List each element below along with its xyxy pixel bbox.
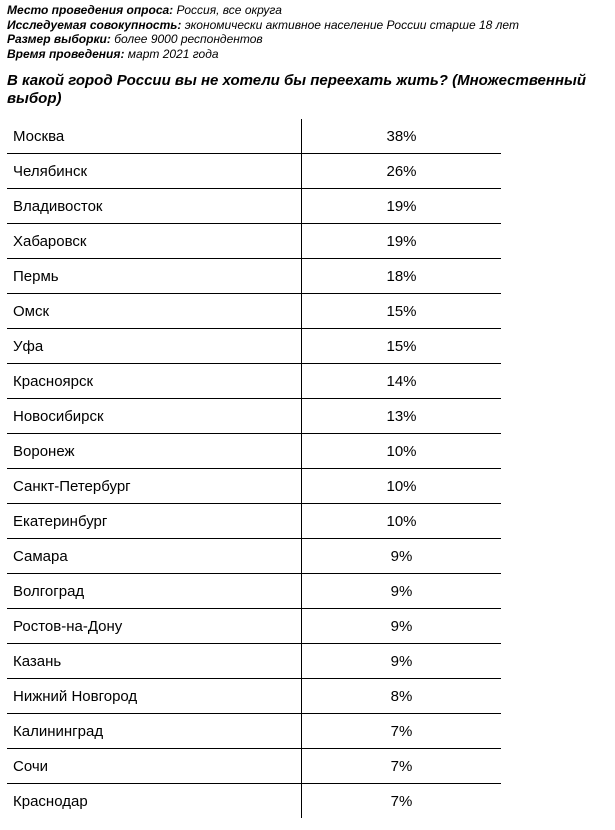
results-table xyxy=(7,119,501,818)
table-row xyxy=(7,784,501,819)
percent-cell: 9% xyxy=(302,539,502,574)
table-row xyxy=(7,154,501,189)
percent-cell: 19% xyxy=(302,189,502,224)
percent-cell: 7% xyxy=(302,714,502,749)
city-cell: Сочи xyxy=(7,749,302,784)
percent-cell: 8% xyxy=(302,679,502,714)
meta-label: Время проведения: xyxy=(7,46,125,61)
percent-cell: 15% xyxy=(302,294,502,329)
city-cell: Владивосток xyxy=(7,189,302,224)
city-cell: Нижний Новгород xyxy=(7,679,302,714)
percent-cell: 9% xyxy=(302,644,502,679)
table-row xyxy=(7,119,501,154)
table-row xyxy=(7,749,501,784)
city-cell: Ростов-на-Дону xyxy=(7,609,302,644)
table-row xyxy=(7,574,501,609)
meta-population xyxy=(7,18,607,33)
percent-cell: 19% xyxy=(302,224,502,259)
percent-cell: 7% xyxy=(302,749,502,784)
city-cell: Самара xyxy=(7,539,302,574)
meta-date xyxy=(7,47,607,62)
city-cell: Уфа xyxy=(7,329,302,364)
city-cell: Санкт-Петербург xyxy=(7,469,302,504)
city-cell: Волгоград xyxy=(7,574,302,609)
meta-value: экономически активное население России старше 18 лет xyxy=(184,17,519,32)
table-row xyxy=(7,294,501,329)
percent-cell: 7% xyxy=(390,792,413,810)
table-row xyxy=(7,644,501,679)
meta-label: Место проведения опроса: xyxy=(7,3,174,17)
meta-value: более 9000 респондентов xyxy=(114,32,263,46)
city-cell: Челябинск xyxy=(7,154,302,189)
city-cell: Красноярск xyxy=(7,364,302,399)
meta-value: март 2021 года xyxy=(127,46,219,61)
table-row xyxy=(7,434,501,469)
percent-cell: 9% xyxy=(302,609,502,644)
meta-sample-size xyxy=(7,32,607,47)
percent-cell: 10% xyxy=(302,434,502,469)
percent-cell: 10% xyxy=(302,504,502,539)
city-cell: Екатеринбург xyxy=(7,504,302,539)
table-row xyxy=(7,189,501,224)
meta-label: Размер выборки: xyxy=(7,32,111,46)
city-cell: Пермь xyxy=(7,259,302,294)
percent-cell: 38% xyxy=(302,119,502,154)
percent-cell: 15% xyxy=(302,329,502,364)
city-cell: Новосибирск xyxy=(7,399,302,434)
percent-cell: 14% xyxy=(302,364,502,399)
city-cell: Калининград xyxy=(7,714,302,749)
table-row xyxy=(7,259,501,294)
city-cell: Воронеж xyxy=(7,434,302,469)
meta-value: Россия, все округа xyxy=(176,3,282,17)
table-row xyxy=(7,609,501,644)
table-row xyxy=(7,224,501,259)
table-row xyxy=(7,399,501,434)
city-cell: Хабаровск xyxy=(7,224,302,259)
table-row xyxy=(7,329,501,364)
survey-question: В какой город России вы не хотели бы переехать жить? (Множественный выбор) xyxy=(7,72,586,107)
table-row xyxy=(7,504,501,539)
table-row xyxy=(7,364,501,399)
city-cell: Казань xyxy=(7,644,302,679)
percent-cell: 26% xyxy=(302,154,502,189)
percent-cell: 18% xyxy=(302,259,502,294)
city-cell: Омск xyxy=(7,294,302,329)
table-row xyxy=(7,714,501,749)
meta-label: Исследуемая совокупность: xyxy=(7,17,182,32)
table-row xyxy=(7,469,501,504)
meta-location xyxy=(7,3,607,18)
table-row xyxy=(7,539,501,574)
results-body xyxy=(7,119,501,818)
percent-cell: 10% xyxy=(302,469,502,504)
percent-cell: 13% xyxy=(302,399,502,434)
percent-cell: 9% xyxy=(302,574,502,609)
city-cell: Краснодар xyxy=(7,784,302,819)
city-cell: Москва xyxy=(7,119,302,154)
table-row xyxy=(7,679,501,714)
survey-metadata xyxy=(7,3,607,61)
